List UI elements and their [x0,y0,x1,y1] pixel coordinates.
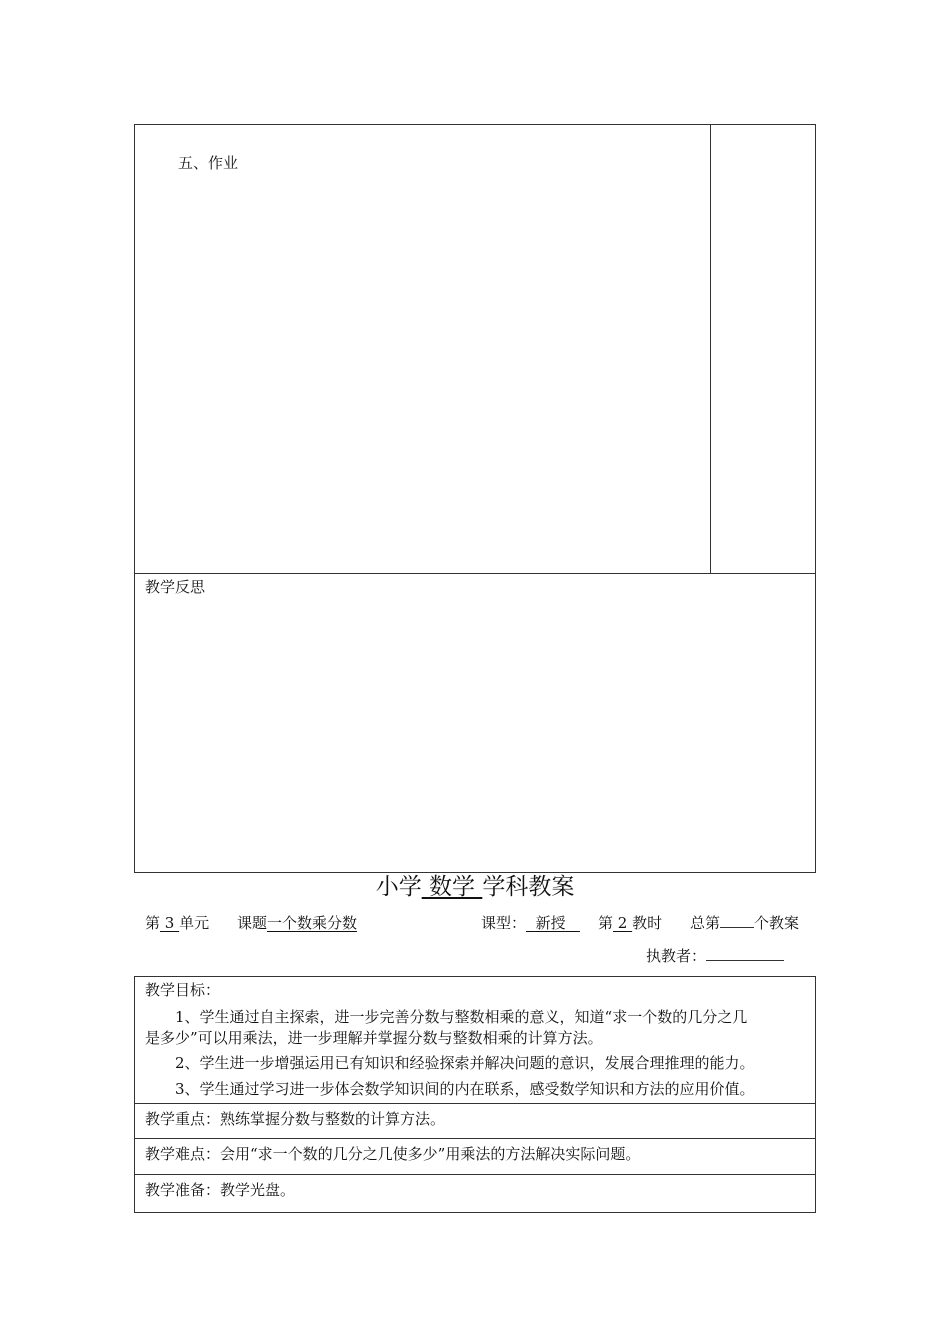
title-prefix: 小学 [375,874,422,900]
unit-number: 3 [164,914,175,932]
title-subject: 数学 [429,874,475,900]
period-number: 2 [617,914,628,932]
homework-heading: 五、作业 [178,154,239,172]
preparation: 教学准备：教学光盘。 [145,1181,296,1199]
type-field: 课型： 新授 [481,914,566,932]
objective-1: 1、学生通过自主探索，进一步完善分数与整数相乘的意义，知道“求一个数的几分之几 [175,1008,748,1026]
objective-1-continued: 是多少”可以用乘法，进一步理解并掌握分数与整数相乘的计算方法。 [145,1029,603,1047]
teacher-field: 执教者： [646,946,784,966]
difficulty: 教学难点：会用“求一个数的几分之几使多少”用乘法的方法解决实际问题。 [145,1145,641,1163]
topic-field: 课题一个数乘分数 [237,914,358,932]
key-point: 教学重点：熟练掌握分数与整数的计算方法。 [145,1110,446,1128]
objectives-label: 教学目标： [145,981,221,999]
objectives-divider [134,1103,816,1104]
objective-2: 2、学生进一步增强运用已有知识和经验探索并解决问题的意识，发展合理推理的能力。 [175,1054,755,1072]
total-field: 总第 个教案 [690,914,800,932]
notes-column-divider [710,124,711,574]
title-suffix: 学科教案 [482,874,575,900]
total-blank [720,913,754,928]
homework-reflection-table [134,124,816,873]
unit-field: 第 3 单元 [145,914,210,932]
objective-3: 3、学生通过学习进一步体会数学知识间的内在联系，感受数学知识和方法的应用价值。 [175,1080,755,1098]
page-title [0,872,950,902]
period-field: 第 2 教时 [598,914,663,932]
difficulty-divider [134,1174,816,1175]
reflection-label: 教学反思 [145,578,206,596]
type-value: 新授 [535,914,566,932]
topic-value: 一个数乘分数 [267,914,358,932]
keypoint-divider [134,1138,816,1139]
teacher-blank [706,946,784,961]
reflection-divider [134,573,816,574]
